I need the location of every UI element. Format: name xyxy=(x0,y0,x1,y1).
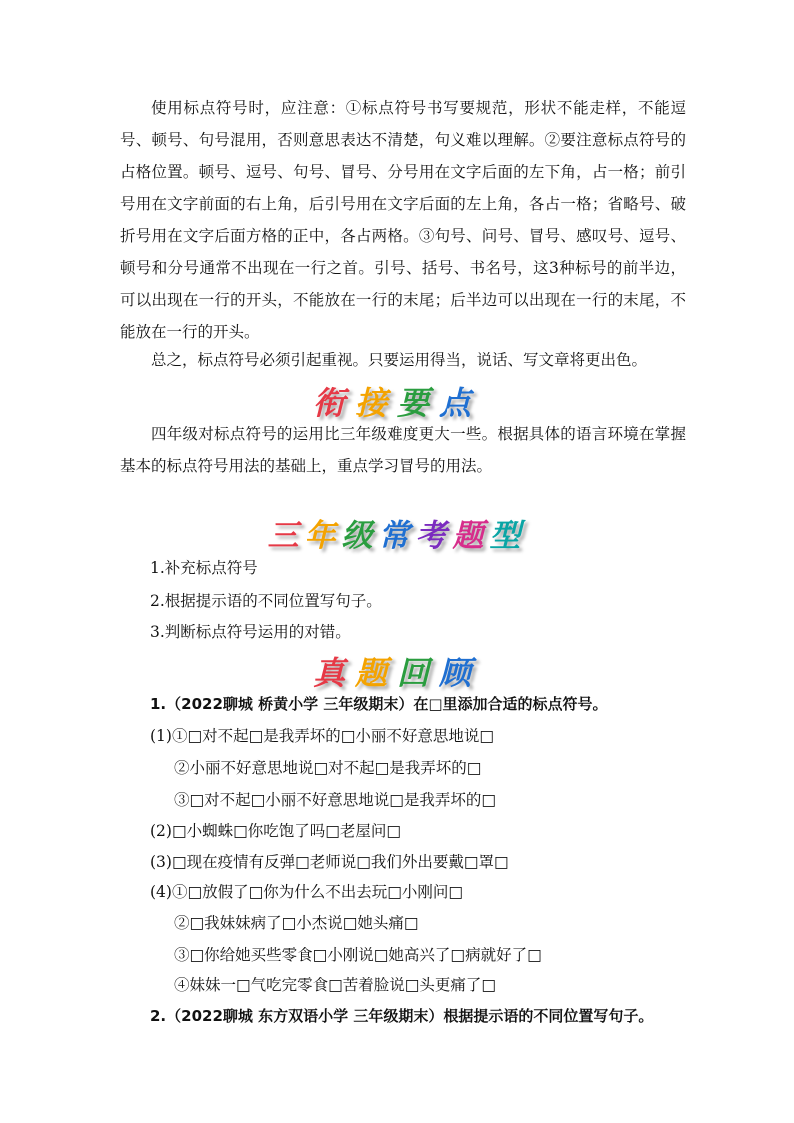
question-1-line: ②小丽不好意思地说□对不起□是我弄坏的□ xyxy=(174,759,482,777)
banner-char: 级 xyxy=(341,518,379,554)
banner-past-exam-review xyxy=(0,648,794,694)
question-1-title: 1.（2022聊城 桥黄小学 三年级期末）在□里添加合适的标点符号。 xyxy=(150,695,608,713)
question-1-line: ②□我妹妹病了□小杰说□她头痛□ xyxy=(174,914,419,932)
type-item: 2.根据提示语的不同位置写句子。 xyxy=(150,592,382,610)
question-1-line: (2)□小蜘蛛□你吃饱了吗□老屋问□ xyxy=(150,822,402,840)
banner-char: 衔 xyxy=(312,384,355,422)
intro-paragraph: 使用标点符号时，应注意：①标点符号书写要规范，形状不能走样，不能逗号、顿号、句号混用，否则意思表达不清楚，句义难以理解。②要注意标点符号的占格位置。顿号、逗号、句号、冒号、分号用在文字后面的左下角，占一格；前引号用在文字前面的右上角，后引号用在文字后面的左上角，各占一格；省略号、破折号用在文字后面方格的正中，各占两格。③句号、问号、冒号、感叹号、逗号、顿号和分号通常不出现在一行之首。引号、括号、书名号，这3种标号的前半边，可以出现在一行的开头，不能放在一行的末尾；后半边可以出现在一行的末尾，不能放在一行的开头。 xyxy=(120,99,686,341)
question-1-line: (1)①□对不起□是我弄坏的□小丽不好意思地说□ xyxy=(150,727,495,745)
banner-char: 题 xyxy=(354,654,397,692)
banner-char: 顾 xyxy=(439,654,482,692)
banner-char: 考 xyxy=(415,518,453,554)
question-1-line: ③□你给她买些零食□小刚说□她高兴了□病就好了□ xyxy=(174,946,542,964)
question-1-line: (4)①□放假了□你为什么不出去玩□小刚问□ xyxy=(150,883,464,901)
question-1-line: ③□对不起□小丽不好意思地说□是我弄坏的□ xyxy=(174,791,497,809)
banner-char: 题 xyxy=(452,518,490,554)
question-2-title: 2.（2022聊城 东方双语小学 三年级期末）根据提示语的不同位置写句子。 xyxy=(150,1007,654,1025)
banner-char: 点 xyxy=(439,384,482,422)
banner-char: 接 xyxy=(354,384,397,422)
grade-four-paragraph: 四年级对标点符号的运用比三年级难度更大一些。根据具体的语言环境在掌握基本的标点符号用法的基础上，重点学习冒号的用法。 xyxy=(120,425,686,475)
banner-char: 常 xyxy=(378,518,416,554)
banner-char: 型 xyxy=(489,518,527,554)
type-item: 3.判断标点符号运用的对错。 xyxy=(150,623,351,641)
banner-common-question-types xyxy=(0,510,794,555)
banner-char: 回 xyxy=(397,654,440,692)
banner-char: 年 xyxy=(304,518,342,554)
question-1-line: ④妹妹一□气吃完零食□苦着脸说□头更痛了□ xyxy=(174,976,497,994)
summary-paragraph: 总之，标点符号必须引起重视。只要运用得当，说话、写文章将更出色。 xyxy=(151,351,648,369)
question-1-line: (3)□现在疫情有反弹□老师说□我们外出要戴□罩□ xyxy=(150,853,509,871)
banner-char: 要 xyxy=(397,384,440,422)
banner-char: 真 xyxy=(312,654,355,692)
type-item: 1.补充标点符号 xyxy=(150,559,258,577)
banner-char: 三 xyxy=(267,518,305,554)
